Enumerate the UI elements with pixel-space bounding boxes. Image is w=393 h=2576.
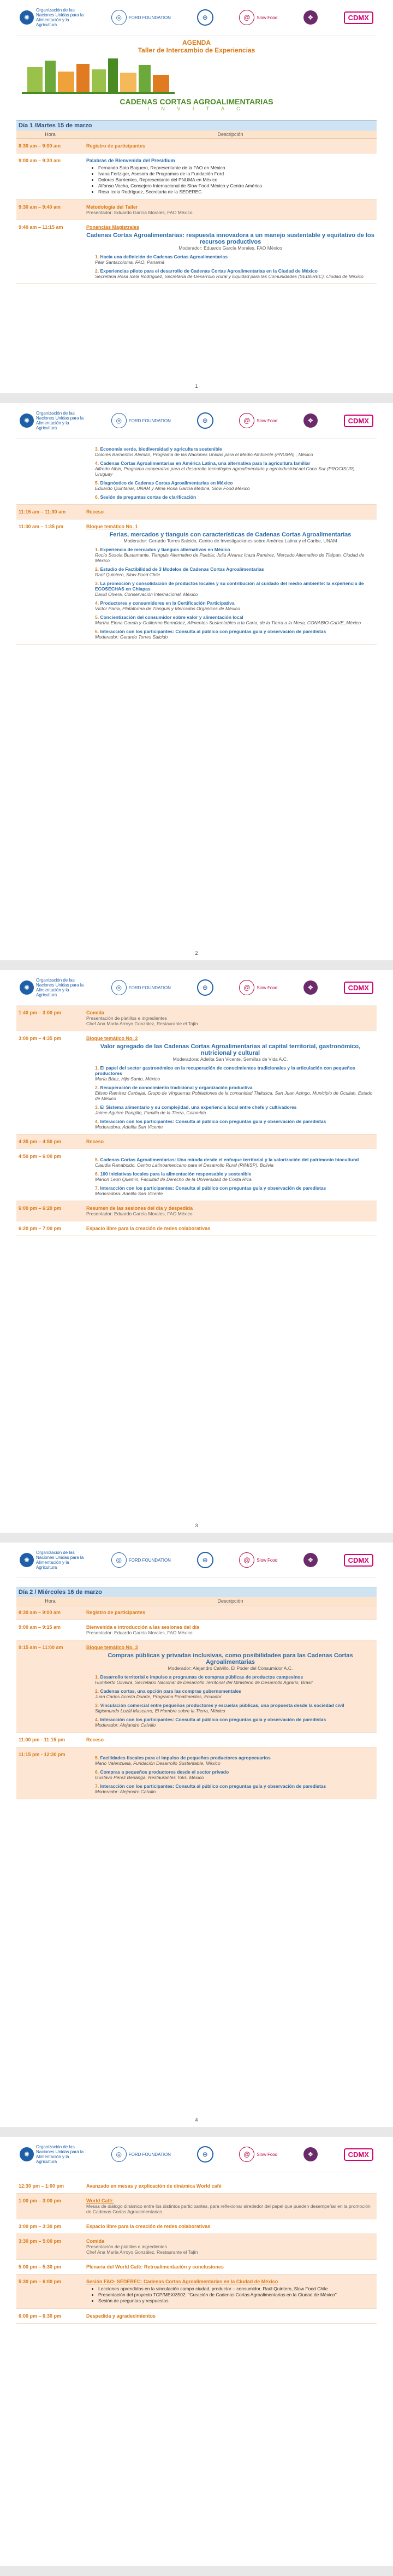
talk-item: 6. 100 iniciativas locales para la alimentación responsable y sostenible Marion León Quemin, Facultad de Derecho de la Universidad de Costa Rica	[95, 1171, 252, 1182]
talk-item: 6. Interacción con los participantes: Consulta al público con preguntas guía y observación de paredistas Moderador: Gerardo Torres Salcido	[95, 629, 326, 640]
column-hora: Hora	[45, 1598, 56, 1604]
page-number: 4	[195, 2117, 198, 2123]
page-4	[0, 1543, 393, 2127]
logo-bar	[16, 0, 377, 36]
session-title: Receso	[86, 1737, 104, 1742]
session-title: Bloque temático No. 1	[86, 524, 138, 529]
table-header	[16, 131, 377, 139]
unam-logo	[197, 1552, 213, 1568]
talk-item: 1. El papel del sector gastronómico en la recuperación de conocimientos tradicionales y la articulación con pequeños productores María Báez, Hijo Santo, México	[95, 1065, 355, 1082]
theme-title: Compras públicas y privadas inclusivas, como posibilidades para las Cadenas Cortas Agroalimentarias	[108, 1652, 353, 1665]
ford-logo: ◎ FORD FOUNDATION	[111, 1552, 171, 1568]
schedule-row	[16, 200, 377, 220]
talk-item: 2. Experiencias piloto para el desarrollo de Cadenas Cortas Agroalimentarias en la Ciudad de México Secretaria Rosa Icela Rodríguez, Secretaría de Desarrollo Rural y Equidad para las Comunidades (SEDEREC), Ciudad de México	[95, 268, 364, 279]
fao-icon: ✺	[20, 1553, 34, 1567]
fao-logo: ✺ Organización de las Naciones Unidas para la Alimentación y la Agricultura	[20, 8, 85, 27]
schedule-row	[16, 153, 377, 200]
schedule-row	[16, 2194, 377, 2219]
list-item: • Dolores Barrientos, Representante del PNUMA en México	[98, 177, 374, 182]
page-3	[0, 970, 393, 1533]
session-title: Sesión FAO- SEDEREC: Cadenas Cortas Agroalimentarias en la Ciudad de México	[86, 2279, 278, 2284]
list-item: • Fernando Soto Baquero, Representante de la FAO en México	[98, 165, 374, 170]
sederec-logo	[303, 413, 318, 428]
list-item: • Presentación del proyecto TCP/MEX/3502: "Creación de Cadenas Cortas Agroalimentarias en la Ciudad de México"	[98, 2292, 374, 2297]
time-slot: 4:35 pm – 4:50 pm	[19, 1139, 62, 1144]
schedule-row	[16, 1747, 377, 1799]
fao-logo: ✺ Organización de las Naciones Unidas para la Alimentación y la Agricultura	[20, 978, 85, 997]
session-detail: Chef Ana María Arroyo González, Restaurante el Tajín	[86, 1021, 198, 1026]
talk-item: 5. Cadenas Cortas Agroalimentarias: Una mirada desde el enfoque territorial y la valorización del patrimonio biocultural Claudia Ranaboldo, Centro Latinoamericano para el Desarrollo Rural (RIMISP), Bolivia	[95, 1157, 359, 1168]
session-bullets	[98, 2286, 374, 2303]
presenter: Presentador: Eduardo García Morales, FAO México	[86, 1630, 193, 1635]
talk-item: 2. Recuperación de conocimiento tradicional y organización productiva Eliseo Ramírez Carbajal, Grupo de Vinguerras Poblaciones de la comunidad Tlaltuxca, San Juan Acingo, Municipio de Ocuilan, Estado de México	[95, 1085, 373, 1101]
ford-icon: ◎	[111, 980, 127, 995]
session-title: World Café:	[86, 2198, 114, 2203]
schedule-row	[16, 2234, 377, 2260]
session-detail: Chef Ana María Arroyo González, Restaurante el Tajín	[86, 2249, 198, 2255]
talk-item: 4. Cadenas Cortas Agroalimentarias en América Latina, una alternativa para la agricultura familiar Alfredo Albin, Programa cooperativo para el desarrollo tecnológico agroalimentario y agroindustrial del Cono Sur (PROCISUR), Uruguay	[95, 460, 356, 477]
session-title: Receso	[86, 1139, 104, 1144]
talk-item: 2. Estudio de Factibilidad de 3 Modelos de Cadenas Cortas Agroalimentarias Raúl Quintero, Slow Food Chile	[95, 566, 264, 577]
theme-title: Valor agregado de las Cadenas Cortas Agroalimentarias al capital territorial, gastronómico, nutricional y cultural	[100, 1043, 361, 1056]
cdmx-logo: CDMX	[344, 982, 373, 994]
schedule-row	[16, 1221, 377, 1236]
sederec-icon: ❖	[303, 980, 318, 995]
time-slot: 11:15 pm - 12:30 pm	[19, 1752, 66, 1757]
session-title: Palabras de Bienvenida del Presídium	[86, 158, 175, 163]
fao-icon: ✺	[20, 2147, 34, 2161]
fao-logo: ✺ Organización de las Naciones Unidas para la Alimentación y la Agricultura	[20, 1550, 85, 1570]
schedule-row	[16, 439, 377, 505]
list-item: • Sesión de preguntas y respuestas.	[98, 2298, 374, 2303]
column-descripcion: Descripción	[217, 132, 243, 137]
unam-icon: ⊕	[197, 979, 213, 996]
talk-item: 1. Desarrollo territorial e impulso a programas de compras públicas de productos campesinos Humberto Oliveira, Secretario Nacional de Desarrollo Territorial del Ministerio de Desarrollo Agrario, Brasil	[95, 1674, 313, 1685]
theme-title: Cadenas Cortas Agroalimentarias: respuesta innovadora a un manejo sustentable y equitativo de los recursos productivos	[86, 232, 374, 245]
fao-logo: ✺ Organización de las Naciones Unidas para la Alimentación y la Agricultura	[20, 411, 85, 430]
logo-bar	[16, 403, 377, 439]
unam-logo	[197, 2146, 213, 2163]
schedule-row	[16, 2219, 377, 2234]
column-hora: Hora	[45, 132, 56, 137]
agenda-title: AGENDA	[182, 39, 211, 46]
cdmx-logo: CDMX	[344, 2148, 373, 2161]
sederec-logo	[303, 1553, 318, 1567]
list-item: • Rosa Icela Rodríguez, Secretaria de la SEDEREC	[98, 189, 374, 194]
schedule-row	[16, 1620, 377, 1640]
session-title: Metodología del Taller	[86, 204, 138, 210]
time-slot: 3:30 pm – 5:00 pm	[19, 2238, 62, 2244]
schedule-row	[16, 2274, 377, 2309]
banner-title: CADENAS CORTAS AGROALIMENTARIAS	[120, 97, 273, 106]
session-title: Espacio libre para la creación de redes colaborativas	[86, 1226, 211, 1231]
talk-item: 4. Productores y consumidores en la Certificación Participativa Víctor Parra, Plataforma de Tianguis y Mercados Orgánicos de México	[95, 600, 240, 611]
slow-food-logo: @ Slow Food	[239, 980, 277, 995]
list-item: • Lecciones aprendidas en la vinculación campo ciudad, productor – consumidor. Raúl Quintero, Slow Food Chile	[98, 2286, 374, 2291]
sederec-logo	[303, 980, 318, 995]
page-number: 3	[195, 1523, 198, 1528]
unam-icon: ⊕	[197, 2146, 213, 2163]
page-2	[0, 403, 393, 960]
schedule-row	[16, 1605, 377, 1620]
sederec-logo	[303, 10, 318, 25]
unam-icon: ⊕	[197, 412, 213, 429]
schedule-row	[16, 1135, 377, 1149]
time-slot: 1:00 pm – 3:00 pm	[19, 2198, 62, 2203]
fao-icon: ✺	[20, 413, 34, 428]
time-slot: 8:30 am – 9:00 am	[19, 143, 61, 149]
list-item: • Ivana Fertziger, Asesora de Programas de la Fundación Ford	[98, 171, 374, 176]
time-slot: 9:30 am – 9:40 am	[19, 204, 61, 210]
moderator: Moderador: Alejandro Calvillo, El Poder del Consumidor A.C.	[168, 1665, 293, 1671]
schedule-row	[16, 505, 377, 519]
schedule-row	[16, 1640, 377, 1733]
time-slot	[16, 439, 84, 504]
sederec-icon: ❖	[303, 10, 318, 25]
ford-logo: ◎ FORD FOUNDATION	[111, 2147, 171, 2162]
talk-item: 4. Interacción con los participantes: Consulta al público con preguntas guía y observación de paredistas Moderadora: Adelita San Vicente	[95, 1119, 326, 1130]
ford-logo: ◎ FORD FOUNDATION	[111, 980, 171, 995]
schedule-row	[16, 1006, 377, 1031]
snail-icon: @	[239, 980, 254, 995]
theme-title: Ferias, mercados y tianguis con características de Cadenas Cortas Agroalimentarias	[109, 531, 352, 538]
unam-logo	[197, 9, 213, 26]
session-title: Bloque temático No. 3	[86, 1645, 138, 1650]
session-title: Registro de participantes	[86, 1610, 146, 1615]
schedule-row	[16, 2260, 377, 2274]
session-title: Comida	[86, 1010, 105, 1015]
session-title: Bienvenida e introducción a las sesiones del día	[86, 1624, 200, 1630]
talk-item: 3. Economía verde, biodiversidad y agricultura sostenible Dolores Barrientos Alemán, Programa de las Naciones Unidas para el Medio Ambiente (PNUMA) , México	[95, 446, 313, 457]
sederec-logo	[303, 2147, 318, 2161]
session-title: Avanzado en mesas y explicación de dinámica World café	[86, 2183, 222, 2189]
talk-item: 7. Interacción con los participantes: Consulta al público con preguntas guía y observación de paredistas Moderador: Alejandro Calvillo	[95, 1783, 326, 1794]
logo-bar	[16, 970, 377, 1006]
sederec-icon: ❖	[303, 413, 318, 428]
unam-logo	[197, 412, 213, 429]
schedule-row	[16, 139, 377, 153]
talk-item: 5. Facilidades fiscales para el impulso de pequeños productores agropecuarios Mario Valenzuela, Fundación Desarrollo Sustentable, México	[95, 1755, 271, 1766]
talk-item: 1. Hacia una definición de Cadenas Cortas Agroalimentarias Pilar Santacoloma, FAO, Panamá	[95, 254, 228, 265]
time-slot: 3:00 pm – 4:35 pm	[19, 1036, 62, 1041]
session-title: Comida	[86, 2238, 105, 2244]
time-slot: 11:30 am – 1:35 pm	[19, 524, 64, 529]
sederec-icon: ❖	[303, 2147, 318, 2161]
schedule-row	[16, 1149, 377, 1201]
session-title: Registro de participantes	[86, 143, 146, 149]
snail-icon: @	[239, 413, 254, 428]
talk-item: 5. Diagnóstico de Cadenas Cortas Agroalimentarias en México Eduardo Quintanar, UNAM y Alma Rosa García Medina, Slow Food México	[95, 480, 250, 491]
session-title: Ponencias Magistrales	[86, 224, 140, 230]
talk-item: 3. La promoción y consolidación de productos locales y su contribución al cuidado del medio ambiente: la experiencia de ECOSECHAS en Chiapas David Olvera, Conservación Internacional, México	[95, 581, 364, 597]
table-header	[16, 1597, 377, 1605]
ford-logo: ◎ FORD FOUNDATION	[111, 413, 171, 428]
session-detail: Presentación de platillos e ingredientes	[86, 1015, 167, 1021]
time-slot: 9:00 am – 9:15 am	[19, 1624, 61, 1630]
theme-box	[86, 531, 374, 543]
column-descripcion: Descripción	[217, 1598, 243, 1604]
session-title: Espacio libre para la creación de redes colaborativas	[86, 2224, 211, 2229]
time-slot: 9:15 am – 11:00 am	[19, 1645, 63, 1650]
slow-food-logo: @ Slow Food	[239, 2147, 277, 2162]
snail-icon: @	[239, 10, 254, 25]
ford-icon: ◎	[111, 10, 127, 25]
sederec-icon: ❖	[303, 1553, 318, 1567]
snail-icon: @	[239, 2147, 254, 2162]
talk-item: 2. Cadenas cortas, una opción para las compras gubernamentales Juan Carlos Acosta Duarte, Programa Proalimentos, Ecuador	[95, 1688, 241, 1699]
unam-icon: ⊕	[197, 1552, 213, 1568]
schedule-row	[16, 220, 377, 284]
unam-icon: ⊕	[197, 9, 213, 26]
fao-logo: ✺ Organización de las Naciones Unidas para la Alimentación y la Agricultura	[20, 2144, 85, 2164]
session-title: Resumen de las sesiones del día y despedida	[86, 1206, 193, 1211]
time-slot: 12:30 pm – 1:00 pm	[19, 2183, 64, 2189]
theme-box	[86, 232, 374, 251]
cdmx-logo: CDMX	[344, 415, 373, 427]
theme-box	[86, 1043, 374, 1062]
slow-food-logo: @ Slow Food	[239, 1552, 277, 1568]
ford-icon: ◎	[111, 2147, 127, 2162]
talk-item: 6. Compras a pequeños productores desde el sector privado Gustavo Pérez Berlanga, Restaurantes Toks, México	[95, 1769, 229, 1780]
moderator: Moderadora: Adelita San Vicente, Semillas de Vida A.C.	[172, 1056, 288, 1062]
page-1	[0, 0, 393, 393]
talk-item: 4. Interacción con los participantes: Consulta al público con preguntas guía y observación de paredistas Moderador: Alejandro Calvillo	[95, 1717, 326, 1728]
fao-icon: ✺	[20, 10, 34, 25]
schedule-row	[16, 1031, 377, 1135]
ford-icon: ◎	[111, 1552, 127, 1568]
presenter: Presentador: Eduardo García Morales, FAO México	[86, 210, 193, 215]
session-title: Plenaria del World Café: Retroalimentación y conclusiones	[86, 2264, 224, 2270]
city-banner-illustration	[16, 56, 180, 94]
talk-item: 7. Interacción con los participantes: Consulta al público con preguntas guía y observación de paredistas Moderadora: Adelita San Vicente	[95, 1185, 326, 1196]
time-slot: 9:40 am – 11:15 am	[19, 224, 63, 230]
agenda-header	[16, 39, 377, 54]
time-slot: 11:15 am – 11:30 am	[19, 509, 66, 515]
moderator: Moderador: Gerardo Torres Salcido, Centro de Investigaciones sobre América Latina y el Caribe, UNAM	[123, 538, 337, 543]
day-1-heading: Día 1 /Martes 15 de marzo	[16, 120, 377, 131]
logo-bar	[16, 2137, 377, 2172]
banner-subtitle: I N V I T A C	[147, 106, 246, 111]
talk-item: 6. Sesión de preguntas cortas de clarificación	[95, 494, 196, 500]
time-slot: 11:00 pm - 11:15 pm	[19, 1737, 66, 1742]
schedule-row	[16, 1733, 377, 1747]
session-detail: Presentación de platillos e ingredientes	[86, 2244, 167, 2249]
session-title: Despedida y agradecimientos	[86, 2313, 156, 2319]
page-5	[0, 2137, 393, 2566]
time-slot: 5:00 pm – 5:30 pm	[19, 2264, 62, 2270]
time-slot: 6:00 pm – 6:30 pm	[19, 2313, 62, 2319]
time-slot: 6:20 pm – 7:00 pm	[19, 1226, 62, 1231]
time-slot: 1:40 pm – 3:00 pm	[19, 1010, 62, 1015]
presenter: Presentador: Eduardo García Morales, FAO México	[86, 1211, 193, 1216]
moderator: Moderador: Eduardo García Morales, FAO México	[178, 245, 282, 251]
schedule-row	[16, 2309, 377, 2324]
time-slot: 5:30 pm – 6:00 pm	[19, 2279, 62, 2284]
agenda-subtitle: Taller de Intercambio de Experiencias	[138, 46, 255, 54]
page-number: 1	[195, 383, 198, 389]
talk-item: 3. El Sistema alimentario y su complejidad, una experiencia local entre chefs y cultivadores Jaime Aguirre Rangillo, Familia de la Tierra, Colombia	[95, 1104, 297, 1115]
session-title: Receso	[86, 509, 104, 515]
talk-item: 3. Vinculación comercial entre pequeños productores y escuelas públicas, una propuesta desde la sociedad civil Sigismundo Lozál Mascarro, El Hombre sobre la Tierra, México	[95, 1703, 344, 1714]
time-slot: 8:30 am – 9:00 am	[19, 1610, 61, 1615]
time-slot: 4:50 pm – 6:00 pm	[19, 1154, 62, 1159]
cdmx-logo: CDMX	[344, 11, 373, 24]
ford-logo: ◎ FORD FOUNDATION	[111, 10, 171, 25]
session-detail: Mesas de diálogo dinámico entre los distintos participantes, para reflexionar alrededor del papel que pueden desempeñar en la promoción de Cadenas Cortas Agroalimentarias.	[86, 2203, 371, 2214]
session-title: Bloque temático No. 2	[86, 1036, 138, 1041]
logo-bar	[16, 1543, 377, 1578]
talk-item: 5. Concientización del consumidor sobre valor y alimentación local Martha Elena García y Guillermo Bermúdez, Alimentos Sustentables a la Carta, de la Tierra a la Mesa, CONABIO-CatVE, México	[95, 615, 361, 625]
slow-food-logo: @ Slow Food	[239, 413, 277, 428]
talk-item: 1. Experiencia de mercados y tianguis alternativos en México Rocío Sosola Bustamante, Tianguis Alternativo de Puebla; Julia Álvarez Icaza Ramírez, Mercado Alternativo de Tlalpan, Ciudad de México	[95, 547, 365, 563]
theme-box	[86, 1652, 374, 1671]
page-number: 2	[195, 950, 198, 956]
schedule-row	[16, 1201, 377, 1221]
unam-logo	[197, 979, 213, 996]
time-slot: 9:00 am – 9:30 am	[19, 158, 61, 163]
schedule-row	[16, 2179, 377, 2194]
ford-icon: ◎	[111, 413, 127, 428]
time-slot: 3:00 pm – 3:30 pm	[19, 2224, 62, 2229]
cdmx-logo: CDMX	[344, 1554, 373, 1567]
day-2-heading: Día 2 / Miércoles 16 de marzo	[16, 1587, 377, 1597]
schedule-row	[16, 519, 377, 645]
fao-icon: ✺	[20, 980, 34, 995]
list-item: • Alfonso Vocha, Consejero Internacional de Slow Food México y Centro América	[98, 183, 374, 188]
snail-icon: @	[239, 1552, 254, 1568]
speaker-list	[98, 165, 374, 194]
slow-food-logo: @ Slow Food	[239, 10, 277, 25]
time-slot: 6:00 pm – 6:20 pm	[19, 1206, 62, 1211]
